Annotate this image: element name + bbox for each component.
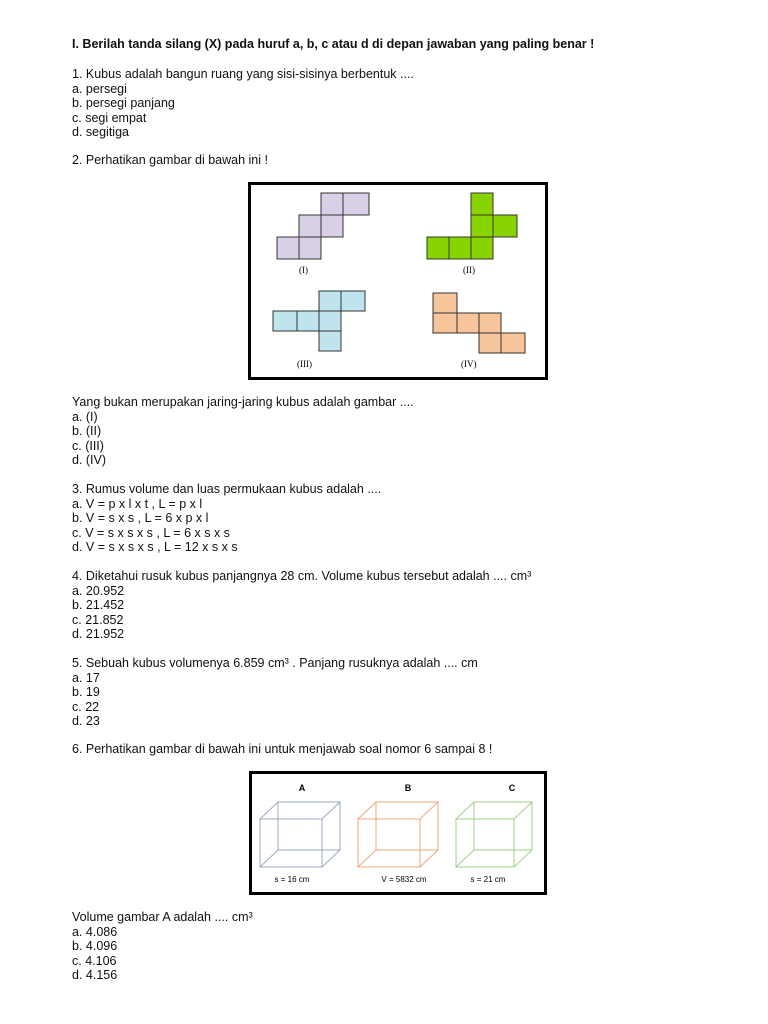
cube-nets-figure xyxy=(248,182,548,380)
question-5-option-d[interactable]: d. 23 xyxy=(72,714,100,729)
net-4 xyxy=(433,293,525,353)
question-3-option-d[interactable]: d. V = s x s x s , L = 12 x s x s xyxy=(72,540,238,555)
figure-label-1: (I) xyxy=(299,265,308,275)
question-1-option-a[interactable]: a. persegi xyxy=(72,81,127,96)
cubes-svg xyxy=(252,774,544,892)
cube-c xyxy=(456,802,532,867)
question-6-text: 6. Perhatikan gambar di bawah ini untuk menjawab soal nomor 6 sampai 8 ! xyxy=(72,742,493,756)
question-4-option-a[interactable]: a. 20.952 xyxy=(72,583,125,598)
question-5-option-a[interactable]: a. 17 xyxy=(72,670,100,685)
question-4-option-c[interactable]: c. 21.852 xyxy=(72,612,124,627)
question-3-option-a[interactable]: a. V = p x l x t , L = p x l xyxy=(72,496,203,511)
question-3-text: 3. Rumus volume dan luas permukaan kubus adalah .... xyxy=(72,482,382,496)
question-2-answers xyxy=(72,395,414,468)
question-1-option-b[interactable]: b. persegi panjang xyxy=(72,96,175,111)
cube-a xyxy=(260,802,340,867)
question-2-option-a[interactable]: a. (I) xyxy=(72,409,98,424)
instruction-heading: I. Berilah tanda silang (X) pada huruf a, b, c atau d di depan jawaban yang paling benar ! xyxy=(72,37,595,51)
net-3 xyxy=(273,291,365,351)
cube-label-b: B xyxy=(404,783,412,793)
question-1-text: 1. Kubus adalah bangun ruang yang sisi-sisinya berbentuk .... xyxy=(72,67,414,81)
question-2-text: 2. Perhatikan gambar di bawah ini ! xyxy=(72,153,268,167)
cube-b xyxy=(358,802,438,867)
question-2-option-b[interactable]: b. (II) xyxy=(72,424,102,439)
question-4-option-d[interactable]: d. 21.952 xyxy=(72,627,125,642)
question-4 xyxy=(72,569,531,642)
figure-label-2: (II) xyxy=(463,265,475,275)
question-2-option-d[interactable]: d. (IV) xyxy=(72,453,107,468)
question-5-text: 5. Sebuah kubus volumenya 6.859 cm³ . Panjang rusuknya adalah .... cm xyxy=(72,656,478,670)
net-2 xyxy=(427,193,517,259)
cube-label-c: C xyxy=(508,783,516,793)
question-3-option-c[interactable]: c. V = s x s x s , L = 6 x s x s xyxy=(72,525,230,540)
question-4-option-b[interactable]: b. 21.452 xyxy=(72,598,125,613)
net-1-extra xyxy=(343,193,369,215)
question-6-text-block xyxy=(72,742,492,757)
question-2-option-c[interactable]: c. (III) xyxy=(72,438,104,453)
cube-caption-a: s = 16 cm xyxy=(274,875,310,884)
question-4-text: 4. Diketahui rusuk kubus panjangnya 28 cm. Volume kubus tersebut adalah .... cm³ xyxy=(72,569,532,583)
question-6-option-d[interactable]: d. 4.156 xyxy=(72,968,118,983)
question-3-option-b[interactable]: b. V = s x s , L = 6 x p x l xyxy=(72,511,209,526)
question-5 xyxy=(72,656,478,729)
cube-label-a: A xyxy=(298,783,306,793)
question-5-option-c[interactable]: c. 22 xyxy=(72,699,100,714)
cube-caption-c: s = 21 cm xyxy=(470,875,506,884)
cube-nets-svg xyxy=(251,185,545,377)
question-6-option-c[interactable]: c. 4.106 xyxy=(72,953,117,968)
question-6-option-a[interactable]: a. 4.086 xyxy=(72,924,118,939)
question-2-prompt: Yang bukan merupakan jaring-jaring kubus adalah gambar .... xyxy=(72,395,414,409)
cube-caption-b: V = 5832 cm xyxy=(381,875,427,884)
question-1-option-d[interactable]: d. segitiga xyxy=(72,125,129,140)
question-5-option-b[interactable]: b. 19 xyxy=(72,685,100,700)
cubes-figure xyxy=(249,771,547,895)
question-6-answers xyxy=(72,910,253,983)
figure-label-4: (IV) xyxy=(461,359,477,369)
question-1-option-c[interactable]: c. segi empat xyxy=(72,110,147,125)
question-3 xyxy=(72,482,381,555)
question-1 xyxy=(72,67,414,140)
question-2-text-block xyxy=(72,153,268,168)
question-6-prompt: Volume gambar A adalah .... cm³ xyxy=(72,910,253,924)
question-6-option-b[interactable]: b. 4.096 xyxy=(72,939,118,954)
figure-label-3: (III) xyxy=(297,359,312,369)
